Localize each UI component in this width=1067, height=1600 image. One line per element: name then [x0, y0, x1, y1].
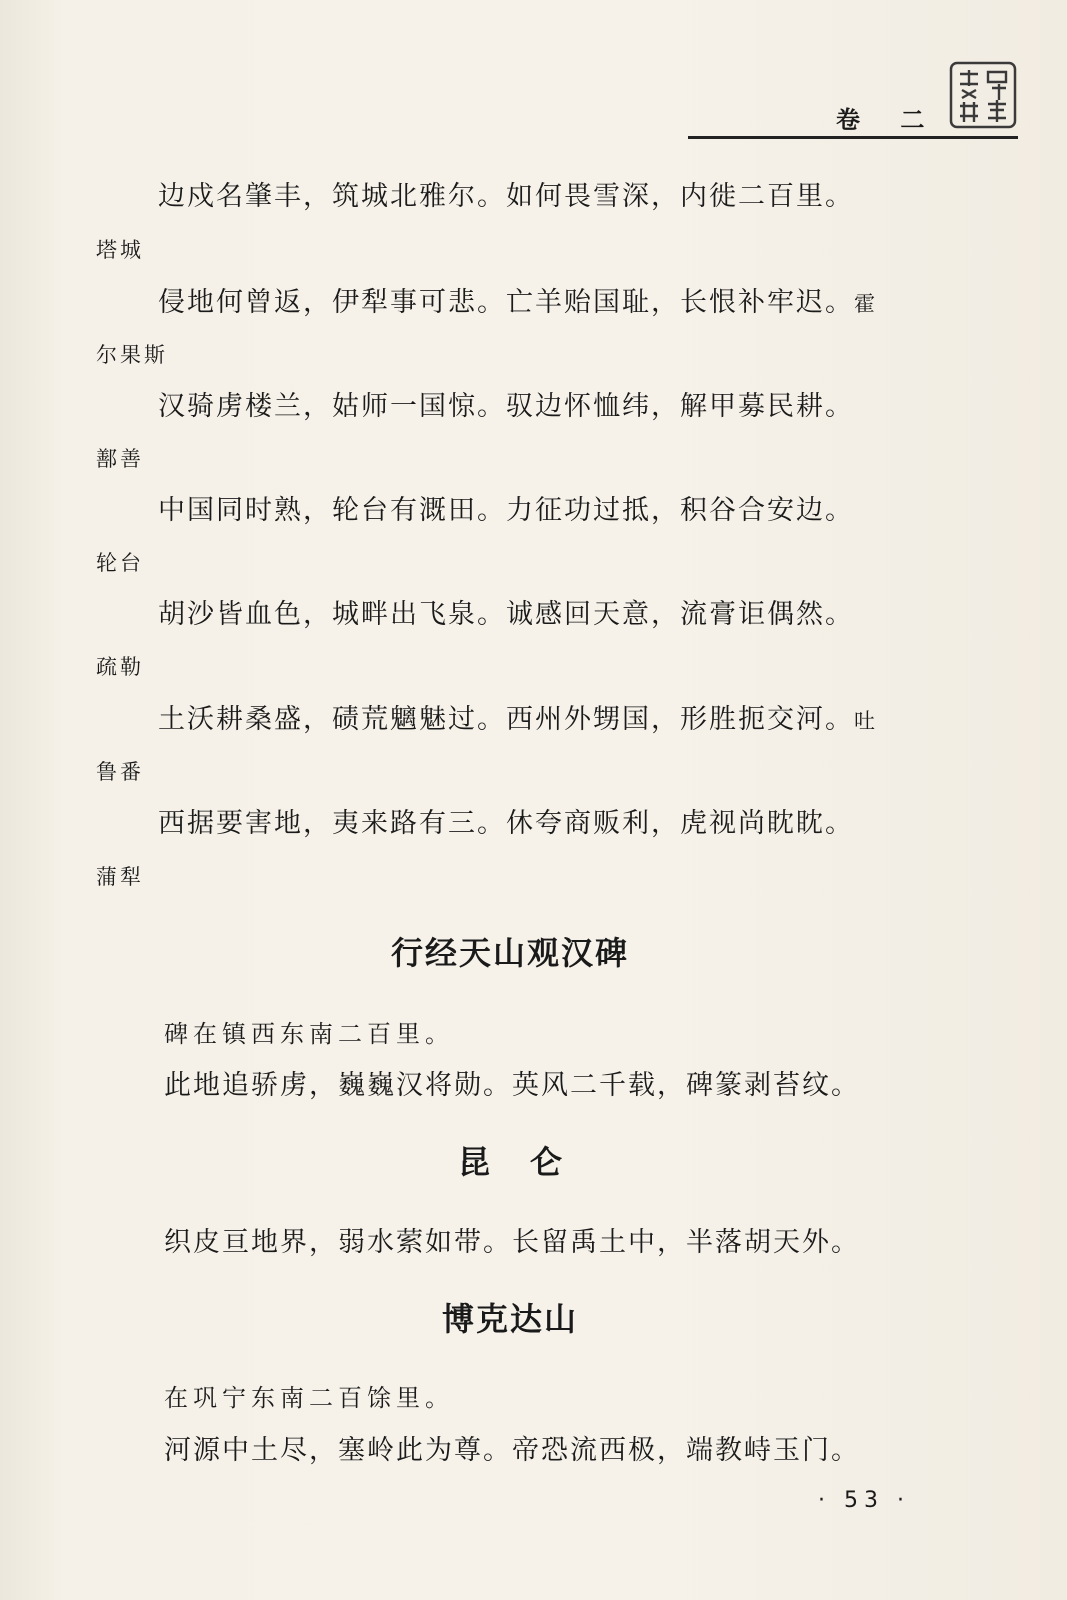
- place-note: 鲁番: [96, 760, 144, 784]
- place-note: 鄯善: [96, 447, 144, 471]
- poem-title: 行经天山观汉碑: [390, 934, 629, 972]
- verse-text: 中国同时熟，轮台有溉田。力征功过抵，积谷合安边。: [158, 495, 854, 526]
- verse-line: [158, 280, 877, 319]
- verse-text: 边戍名肇丰，筑城北雅尔。如何畏雪深，内徙二百里。: [158, 181, 854, 212]
- verse-text: 汉骑虏楼兰，姑师一国惊。驭边怀恤纬，解甲募民耕。: [158, 391, 854, 422]
- place-note: 塔城: [96, 238, 144, 262]
- verse-line: [164, 1428, 860, 1467]
- place-note: 蒲犁: [96, 865, 144, 889]
- verse-text: 土沃耕桑盛，碛荒魑魅过。西州外甥国，形胜扼交河。: [158, 704, 854, 735]
- verse-line: [158, 697, 877, 736]
- poem-preface: 在巩宁东南二百馀里。: [164, 1384, 454, 1412]
- verse-text: 西据要害地，夷来路有三。休夸商贩利，虎视尚眈眈。: [158, 808, 854, 839]
- verse-line: [158, 801, 854, 840]
- verse-line: [158, 174, 854, 213]
- verse-line: [164, 1220, 860, 1259]
- verse-text: 河源中土尽，塞岭此为尊。帝恐流西极，端教峙玉门。: [164, 1435, 860, 1466]
- chapter-title: 卷 二: [836, 106, 941, 134]
- place-note: 疏勒: [96, 655, 144, 679]
- page-number: · 53 ·: [818, 1488, 910, 1513]
- place-note-inline: 霍: [854, 292, 877, 316]
- verse-line: [158, 384, 854, 423]
- place-note: 轮台: [96, 551, 144, 575]
- verse-text: 侵地何曾返，伊犁事可悲。亡羊贻国耻，长恨补牢迟。: [158, 287, 854, 318]
- place-note: 尔果斯: [96, 343, 168, 367]
- verse-line: [158, 488, 854, 527]
- verse-line: [158, 592, 854, 631]
- verse-text: 织皮亘地界，弱水萦如带。长留禹土中，半落胡天外。: [164, 1227, 860, 1258]
- verse-line: [164, 1063, 860, 1102]
- poem-title: 昆仑: [457, 1143, 602, 1181]
- poem-preface: 碑在镇西东南二百里。: [164, 1020, 454, 1048]
- verse-text: 胡沙皆血色，城畔出飞泉。诚感回天意，流膏讵偶然。: [158, 599, 854, 630]
- verse-text: 此地追骄虏，巍巍汉将勋。英风二千载，碑篆剥苔纹。: [164, 1070, 860, 1101]
- poem-title: 博克达山: [441, 1300, 578, 1338]
- place-note-inline: 吐: [854, 709, 877, 733]
